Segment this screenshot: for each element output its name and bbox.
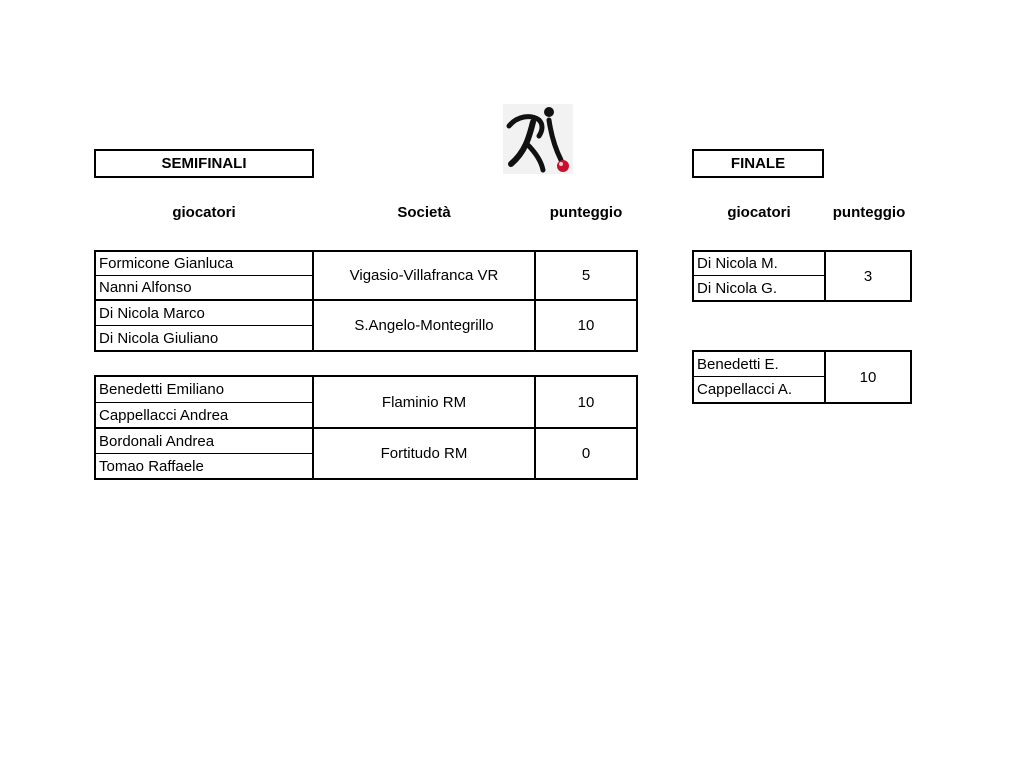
club-name: Vigasio-Villafranca VR — [349, 267, 499, 284]
player-cell — [94, 427, 314, 454]
player-name: Benedetti Emiliano — [99, 381, 225, 398]
score-value: 10 — [577, 393, 595, 411]
semifinali-header-players: giocatori — [172, 204, 236, 221]
player-cell — [692, 250, 826, 276]
bocce-player-icon — [503, 104, 573, 174]
score-value: 3 — [863, 267, 873, 285]
player-cell — [94, 453, 314, 480]
club-cell — [312, 250, 536, 301]
score-cell — [824, 350, 912, 404]
player-name: Di Nicola M. — [697, 255, 778, 272]
player-name: Cappellacci Andrea — [99, 406, 229, 424]
semifinali-header-score: punteggio — [549, 204, 623, 221]
finale-title — [692, 149, 824, 178]
semifinali-title-text: SEMIFINALI — [161, 155, 247, 172]
player-name: Di Nicola Marco — [99, 304, 205, 322]
player-cell — [692, 275, 826, 302]
finale-header-score: punteggio — [832, 204, 906, 221]
player-name: Nanni Alfonso — [99, 279, 192, 296]
score-cell — [534, 250, 638, 301]
club-name: Flaminio RM — [381, 393, 467, 411]
club-name: Fortitudo RM — [380, 445, 468, 462]
club-cell — [312, 427, 536, 480]
finale-header-players: giocatori — [727, 204, 791, 221]
player-cell — [94, 402, 314, 429]
player-cell — [94, 325, 314, 352]
semifinali-title — [94, 149, 314, 178]
club-cell — [312, 299, 536, 352]
finale-title-text: FINALE — [730, 155, 786, 172]
player-name: Formicone Gianluca — [99, 255, 234, 272]
player-cell — [94, 275, 314, 301]
player-cell — [94, 375, 314, 403]
score-cell — [534, 427, 638, 480]
player-cell — [692, 350, 826, 377]
player-name: Tomao Raffaele — [99, 457, 204, 475]
club-name: S.Angelo-Montegrillo — [354, 317, 494, 334]
club-cell — [312, 375, 536, 429]
player-cell — [692, 376, 826, 404]
semifinali-header-club: Società — [397, 204, 451, 221]
player-cell — [94, 250, 314, 276]
player-name: Di Nicola G. — [697, 279, 778, 297]
score-cell — [534, 299, 638, 352]
player-name: Cappellacci A. — [697, 381, 793, 398]
score-cell — [824, 250, 912, 302]
score-cell — [534, 375, 638, 429]
player-name: Di Nicola Giuliano — [99, 329, 219, 347]
player-name: Benedetti E. — [697, 355, 779, 373]
player-name: Bordonali Andrea — [99, 432, 215, 450]
score-value: 5 — [581, 267, 591, 284]
player-cell — [94, 299, 314, 326]
score-value: 10 — [577, 317, 595, 334]
score-value: 10 — [859, 368, 877, 386]
score-value: 0 — [581, 445, 591, 462]
